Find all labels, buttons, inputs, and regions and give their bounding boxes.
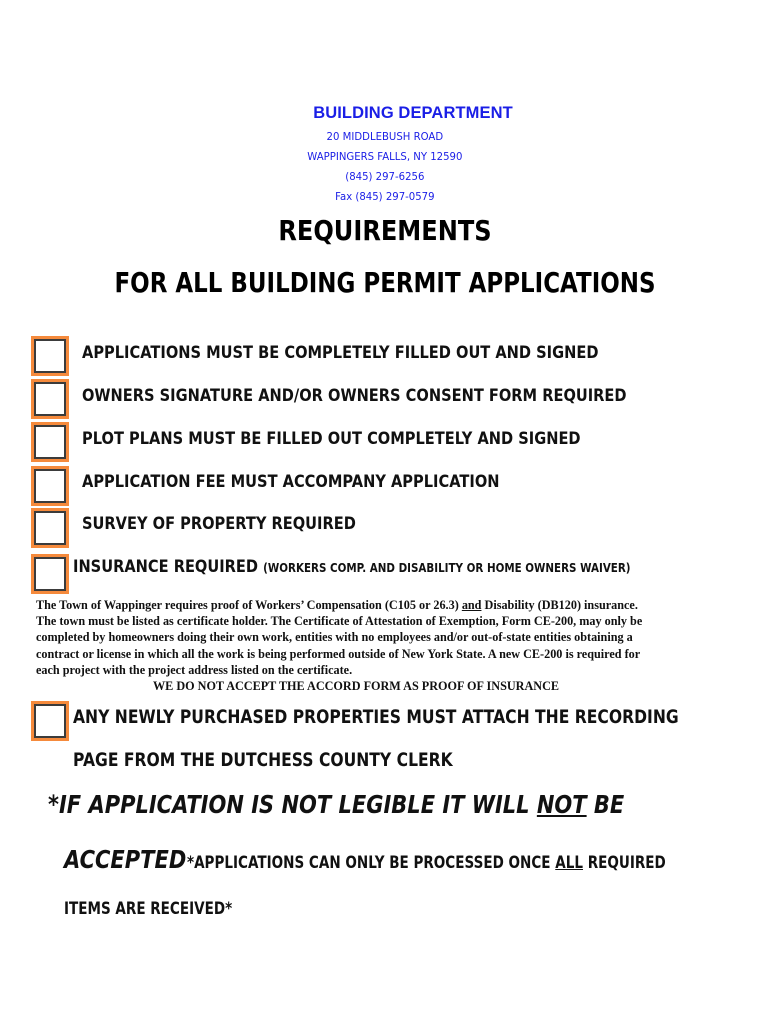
checkbox-insurance[interactable] [34,557,66,591]
item-insurance-note: (WORKERS COMP. AND DISABILITY OR HOME OWNERS WAIVER) [263,561,631,575]
item-survey: SURVEY OF PROPERTY REQUIRED [82,514,356,534]
processing-line: *APPLICATIONS CAN ONLY BE PROCESSED ONCE ALL REQUIRED [187,853,666,872]
notice-line-2: The town must be listed as certificate holder. The Certificate of Attestation of Exemption, Form CE-200, may only be [36,614,643,629]
item-owners-signature: OWNERS SIGNATURE AND/OR OWNERS CONSENT FORM REQUIRED [82,386,627,406]
insurance-notice [36,597,736,694]
item-application-fee: APPLICATION FEE MUST ACCOMPANY APPLICATION [82,472,500,492]
notice-line-3: completed by homeowners doing their own work, entities with no employees and/or out-of-state entities obtaining a [36,630,633,645]
checkbox-plot-plans[interactable] [34,425,66,459]
accepted-word: ACCEPTED [64,845,187,874]
page-title: REQUIREMENTS [278,214,492,247]
checkbox-recording-page[interactable] [34,704,66,738]
notice-line-5: each project with the project address listed on the certificate. [36,662,353,677]
item-insurance [73,557,631,577]
address-street: 20 MIDDLEBUSH ROAD [326,130,444,143]
notice-line-1: The Town of Wappinger requires proof of Workers’ Compensation (C105 or 26.3) and Disability (DB120) insurance. [36,598,638,612]
checkbox-application-fee[interactable] [34,469,66,503]
checkbox-applications-filled[interactable] [34,339,66,373]
page-subtitle: FOR ALL BUILDING PERMIT APPLICATIONS [114,266,656,299]
processing-line-cont: ITEMS ARE RECEIVED* [64,899,233,918]
fax-number: Fax (845) 297-0579 [335,190,435,203]
address-city: WAPPINGERS FALLS, NY 12590 [307,150,463,163]
item-plot-plans: PLOT PLANS MUST BE FILLED OUT COMPLETELY AND SIGNED [82,429,581,449]
accord-notice: WE DO NOT ACCEPT THE ACCORD FORM AS PROOF OF INSURANCE [152,679,560,694]
item-recording-page-cont: PAGE FROM THE DUTCHESS COUNTY CLERK [73,749,453,771]
notice-line-4: contract or license in which all the work is being performed outside of New York State. A new CE-200 is required for [36,646,641,661]
department-name: BUILDING DEPARTMENT [313,104,513,122]
item-recording-page: ANY NEWLY PURCHASED PROPERTIES MUST ATTACH THE RECORDING [73,706,679,728]
item-insurance-label: INSURANCE REQUIRED [73,557,259,577]
item-applications-filled: APPLICATIONS MUST BE COMPLETELY FILLED OUT AND SIGNED [82,343,599,363]
checkbox-owners-signature[interactable] [34,382,66,416]
phone-number: (845) 297-6256 [345,170,425,183]
checkbox-survey[interactable] [34,511,66,545]
legibility-warning: *IF APPLICATION IS NOT LEGIBLE IT WILL NOT BE [48,790,625,819]
